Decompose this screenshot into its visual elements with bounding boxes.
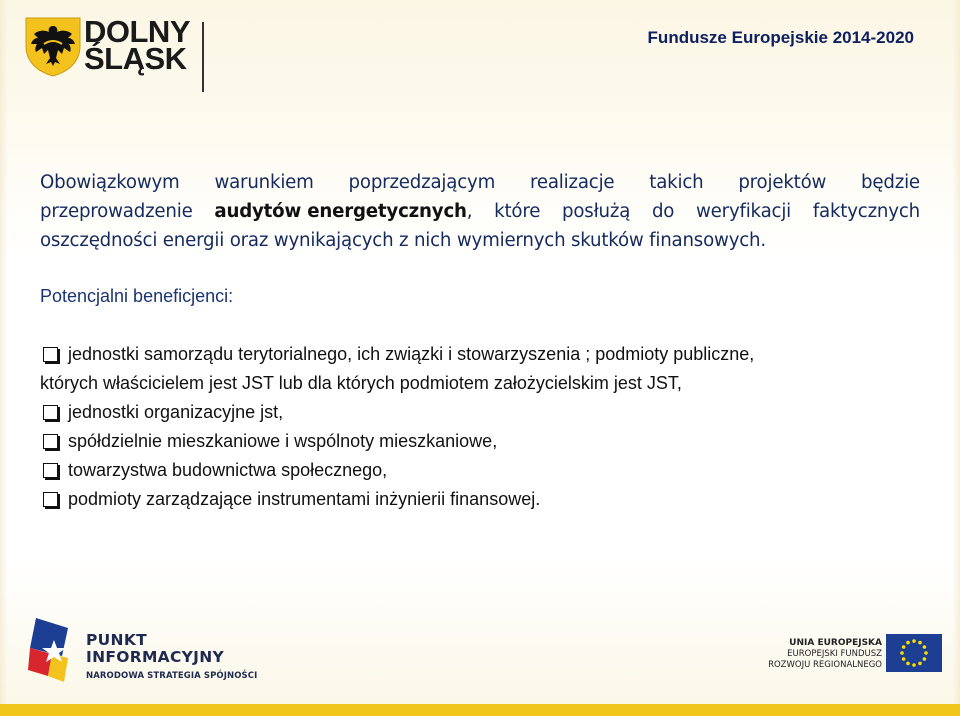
intro-word: posłużą [562, 201, 631, 222]
bottom-color-bar [0, 704, 960, 716]
intro-word: takich [649, 172, 704, 193]
intro-word: do [651, 201, 675, 222]
pi-line-3: NARODOWA STRATEGIA SPÓJNOŚCI [86, 671, 258, 681]
decor-shade-left [0, 0, 8, 716]
intro-word: będzie [861, 172, 920, 193]
list-item-text: jednostki organizacyjne jst, [68, 402, 284, 422]
intro-word: warunkiem [214, 172, 314, 193]
beneficiaries-list [40, 340, 930, 514]
list-item [40, 427, 930, 456]
intro-word: weryfikacji [696, 201, 792, 222]
decor-shade-right [952, 0, 960, 716]
list-item [40, 485, 930, 514]
eu-fund-text [768, 638, 882, 671]
punkt-informacyjny-logo [86, 632, 257, 685]
intro-word: przeprowadzenie [40, 201, 193, 222]
list-item-text: towarzystwa budownictwa społecznego, [68, 460, 388, 480]
checkbox-bullet-icon [43, 347, 58, 362]
intro-word: realizacje [529, 172, 615, 193]
eu-line-2: EUROPEJSKI FUNDUSZ [787, 649, 882, 659]
header-title: Fundusze Europejskie 2014-2020 [647, 28, 914, 47]
brand-line-1: DOLNY [84, 14, 190, 49]
list-item-text: spółdzielnie mieszkaniowe i wspólnoty mieszkaniowe, [68, 431, 498, 451]
checkbox-bullet-icon [43, 492, 58, 507]
intro-line-3: oszczędności energii oraz wynikających z nich wymiernych skutków finansowych. [40, 230, 766, 251]
intro-word: Obowiązkowym [40, 172, 180, 193]
intro-word: poprzedzającym [348, 172, 496, 193]
list-item [40, 456, 930, 485]
list-item-text: jednostki samorządu terytorialnego, ich związki i stowarzyszenia ; podmioty publiczne, [68, 344, 755, 364]
intro-word: które [494, 201, 541, 222]
eu-line-3: ROZWOJU REGIONALNEGO [768, 660, 882, 670]
brand-logo-text [84, 14, 190, 76]
pi-line-1: PUNKT [86, 631, 148, 649]
intro-bold-phrase: audytów energetycznych [214, 201, 467, 222]
checkbox-bullet-icon [43, 405, 58, 420]
punkt-informacyjny-star-icon [28, 618, 80, 686]
list-item-continuation: których właścicielem jest JST lub dla których podmiotem założycielskim jest JST, [40, 373, 682, 393]
eu-flag-icon [886, 634, 942, 672]
list-item [40, 398, 930, 427]
eu-line-1: UNIA EUROPEJSKA [789, 638, 882, 648]
intro-word: projektów [738, 172, 827, 193]
brand-line-2: ŚLĄSK [84, 41, 187, 76]
eagle-crest-icon [22, 16, 84, 78]
intro-line-1 [40, 168, 920, 197]
intro-word: , [466, 201, 473, 222]
intro-word: faktycznych [812, 201, 920, 222]
checkbox-bullet-icon [43, 434, 58, 449]
intro-paragraph [40, 168, 920, 255]
checkbox-bullet-icon [43, 463, 58, 478]
header-divider [202, 22, 204, 92]
intro-line-2 [40, 197, 920, 226]
list-item [40, 340, 930, 369]
beneficiaries-title: Potencjalni beneficjenci: [40, 286, 234, 306]
list-item-text: podmioty zarządzające instrumentami inżynierii finansowej. [68, 489, 541, 509]
pi-line-2: INFORMACYJNY [86, 648, 225, 666]
